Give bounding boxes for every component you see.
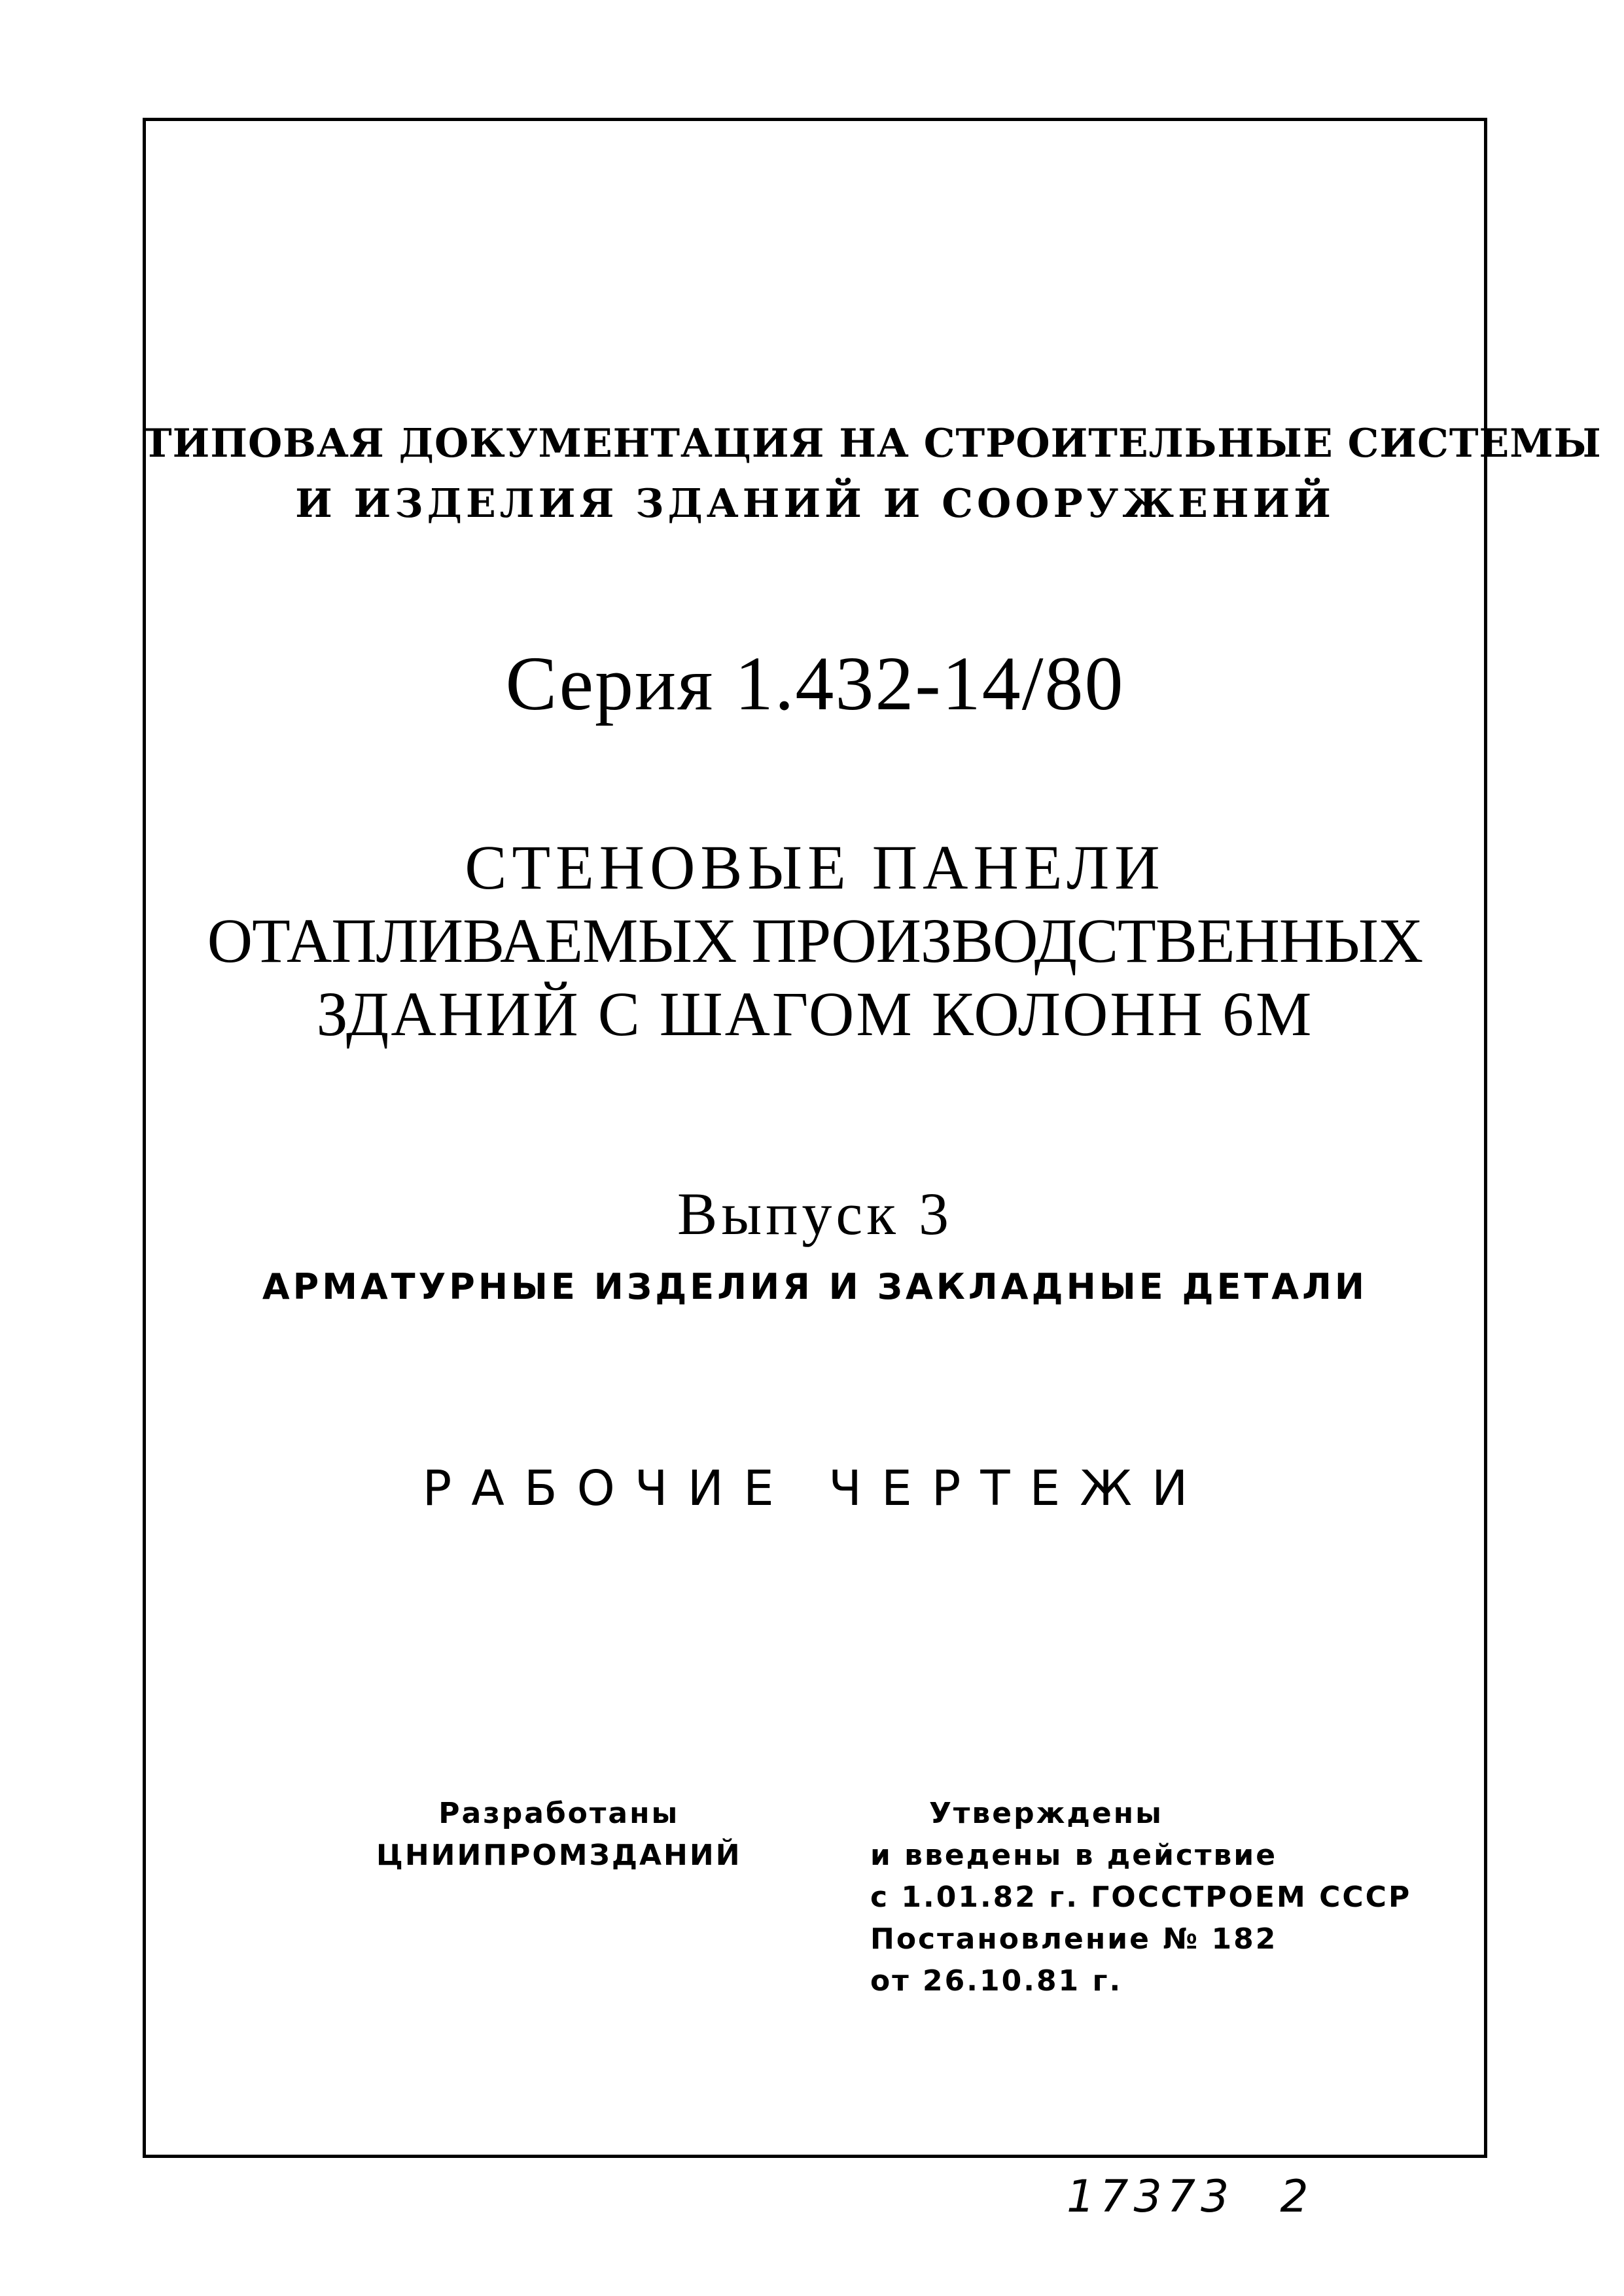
issue-number: Выпуск 3 — [677, 1180, 953, 1247]
title-line-3: ЗДАНИЙ С ШАГОМ КОЛОНН 6М — [316, 979, 1314, 1049]
header-line-1: ТИПОВАЯ ДОКУМЕНТАЦИЯ НА СТРОИТЕЛЬНЫЕ СИСТЕМЫ — [143, 421, 1602, 467]
document-title — [143, 831, 1487, 1051]
approval-line-3: с 1.01.82 г. ГОССТРОЕМ СССР — [870, 1881, 1412, 1914]
approval-line-2: и введены в действие — [870, 1839, 1278, 1872]
developer-organization: ЦНИИПРОМЗДАНИЙ — [376, 1839, 742, 1872]
title-line-2: ОТАПЛИВАЕМЫХ ПРОИЗВОДСТВЕННЫХ — [207, 906, 1423, 976]
approval-block — [870, 1793, 1411, 2002]
approval-label: Утверждены — [929, 1797, 1163, 1830]
issue-subtitle: АРМАТУРНЫЕ ИЗДЕЛИЯ И ЗАКЛАДНЫЕ ДЕТАЛИ — [262, 1266, 1368, 1307]
title-line-1: СТЕНОВЫЕ ПАНЕЛИ — [465, 832, 1165, 902]
series-title: Серия 1.432-14/80 — [505, 641, 1125, 726]
approval-date: от 26.10.81 г. — [870, 1964, 1123, 1998]
working-drawings-label: РАБОЧИЕ ЧЕРТЕЖИ — [422, 1460, 1208, 1517]
header-line-2: И ИЗДЕЛИЯ ЗДАНИЙ И СООРУЖЕНИЙ — [295, 481, 1335, 527]
footer-inventory — [1067, 2171, 1314, 2223]
inventory-number: 17373 — [1067, 2171, 1235, 2223]
approval-decree: Постановление № 182 — [870, 1922, 1278, 1956]
sheet-number: 2 — [1280, 2171, 1314, 2223]
developed-by-label: Разработаны — [438, 1797, 680, 1830]
developed-by-block — [376, 1793, 742, 1877]
document-header — [143, 414, 1602, 534]
